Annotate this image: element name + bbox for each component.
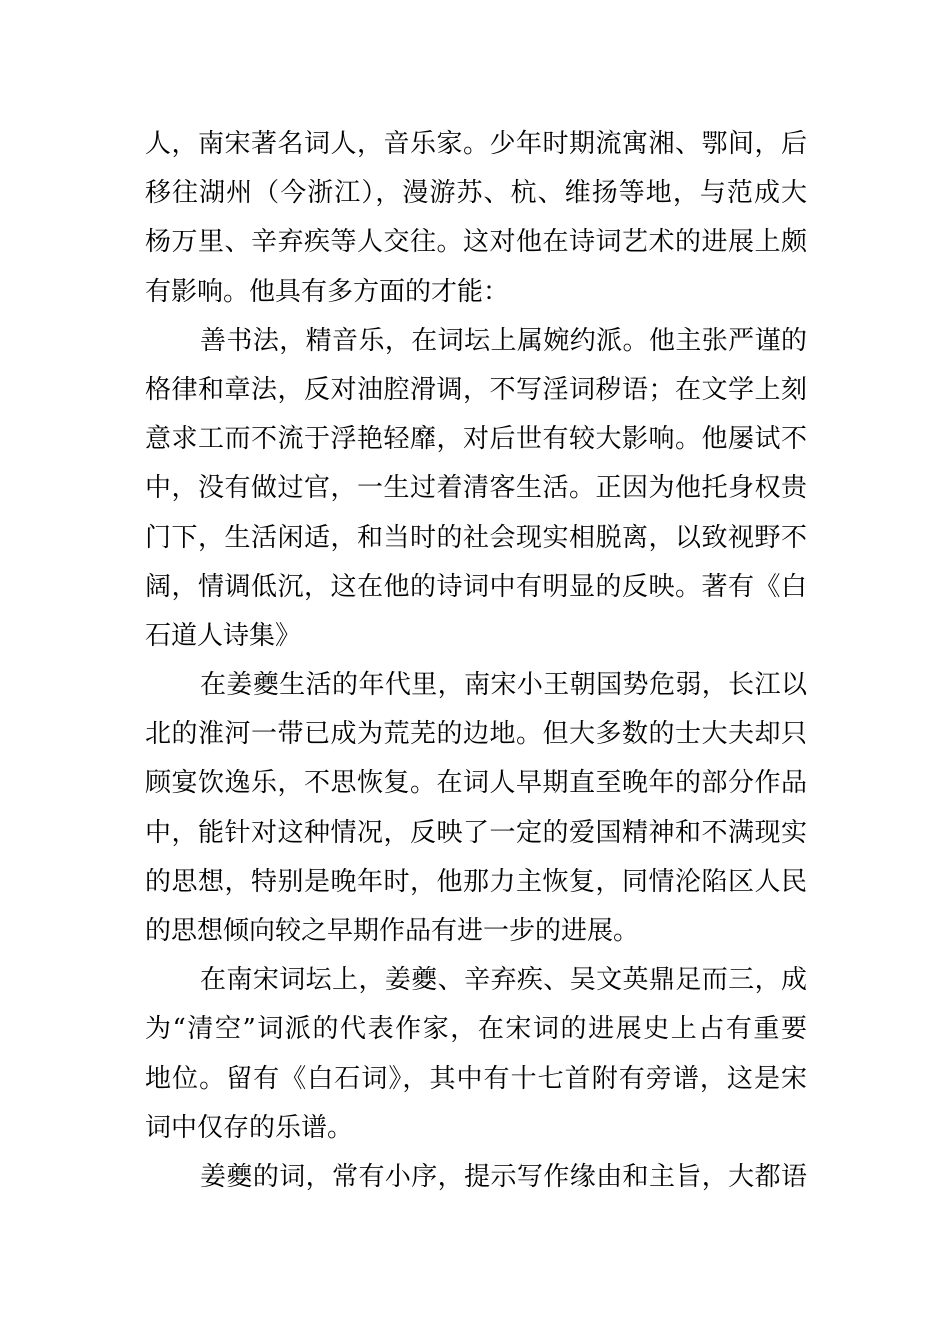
text-line: 姜夔的词，常有小序，提示写作缘由和主旨，大都语 [200, 1161, 807, 1192]
text-line: 阔，情调低沉，这在他的诗词中有明显的反映。著有《白 [145, 571, 807, 602]
text-line: 有影响。他具有多方面的才能： [145, 276, 510, 307]
text-line: 石道人诗集》 [145, 620, 302, 651]
text-line: 门下，生活闲适，和当时的社会现实相脱离，以致视野不 [145, 522, 807, 553]
paragraph-3 [145, 661, 807, 956]
text-line: 移往湖州（今浙江），漫游苏、杭、维扬等地，与范成大 [145, 178, 807, 209]
text-line: 为“清空”词派的代表作家，在宋词的进展史上占有重要 [145, 1014, 807, 1045]
text-line: 中，没有做过官，一生过着清客生活。正因为他托身权贵 [145, 473, 807, 504]
paragraph-2 [145, 317, 807, 661]
text-line: 在姜夔生活的年代里，南宋小王朝国势危弱，长江以 [200, 670, 807, 701]
paragraph-1 [145, 120, 807, 317]
text-line: 顾宴饮逸乐，不思恢复。在词人早期直至晚年的部分作品 [145, 768, 807, 799]
text-line: 人，南宋著名词人，音乐家。少年时期流寓湘、鄂间，后 [145, 129, 807, 159]
text-line: 意求工而不流于浮艳轻靡，对后世有较大影响。他屡试不 [145, 424, 807, 455]
text-line: 的思想倾向较之早期作品有进一步的进展。 [145, 916, 640, 946]
text-line: 中，能针对这种情况，反映了一定的爱国精神和不满现实 [145, 817, 807, 848]
text-line: 杨万里、辛弃疾等人交往。这对他在诗词艺术的进展上颇 [145, 227, 807, 258]
text-line: 词中仅存的乐谱。 [145, 1112, 354, 1143]
document-page [145, 120, 807, 1202]
text-line: 在南宋词坛上，姜夔、辛弃疾、吴文英鼎足而三，成 [200, 965, 807, 996]
text-line: 格律和章法，反对油腔滑调，不写淫词秽语；在文学上刻 [145, 374, 807, 405]
text-line: 的思想，特别是晚年时，他那力主恢复，同情沦陷区人民 [145, 866, 807, 897]
paragraph-4 [145, 956, 807, 1153]
text-line: 善书法，精音乐，在词坛上属婉约派。他主张严谨的 [200, 325, 807, 356]
text-line: 北的淮河一带已成为荒芜的边地。但大多数的士大夫却只 [145, 719, 807, 750]
paragraph-5 [145, 1153, 807, 1202]
text-line: 地位。留有《白石词》，其中有十七首附有旁谱，这是宋 [145, 1063, 807, 1094]
